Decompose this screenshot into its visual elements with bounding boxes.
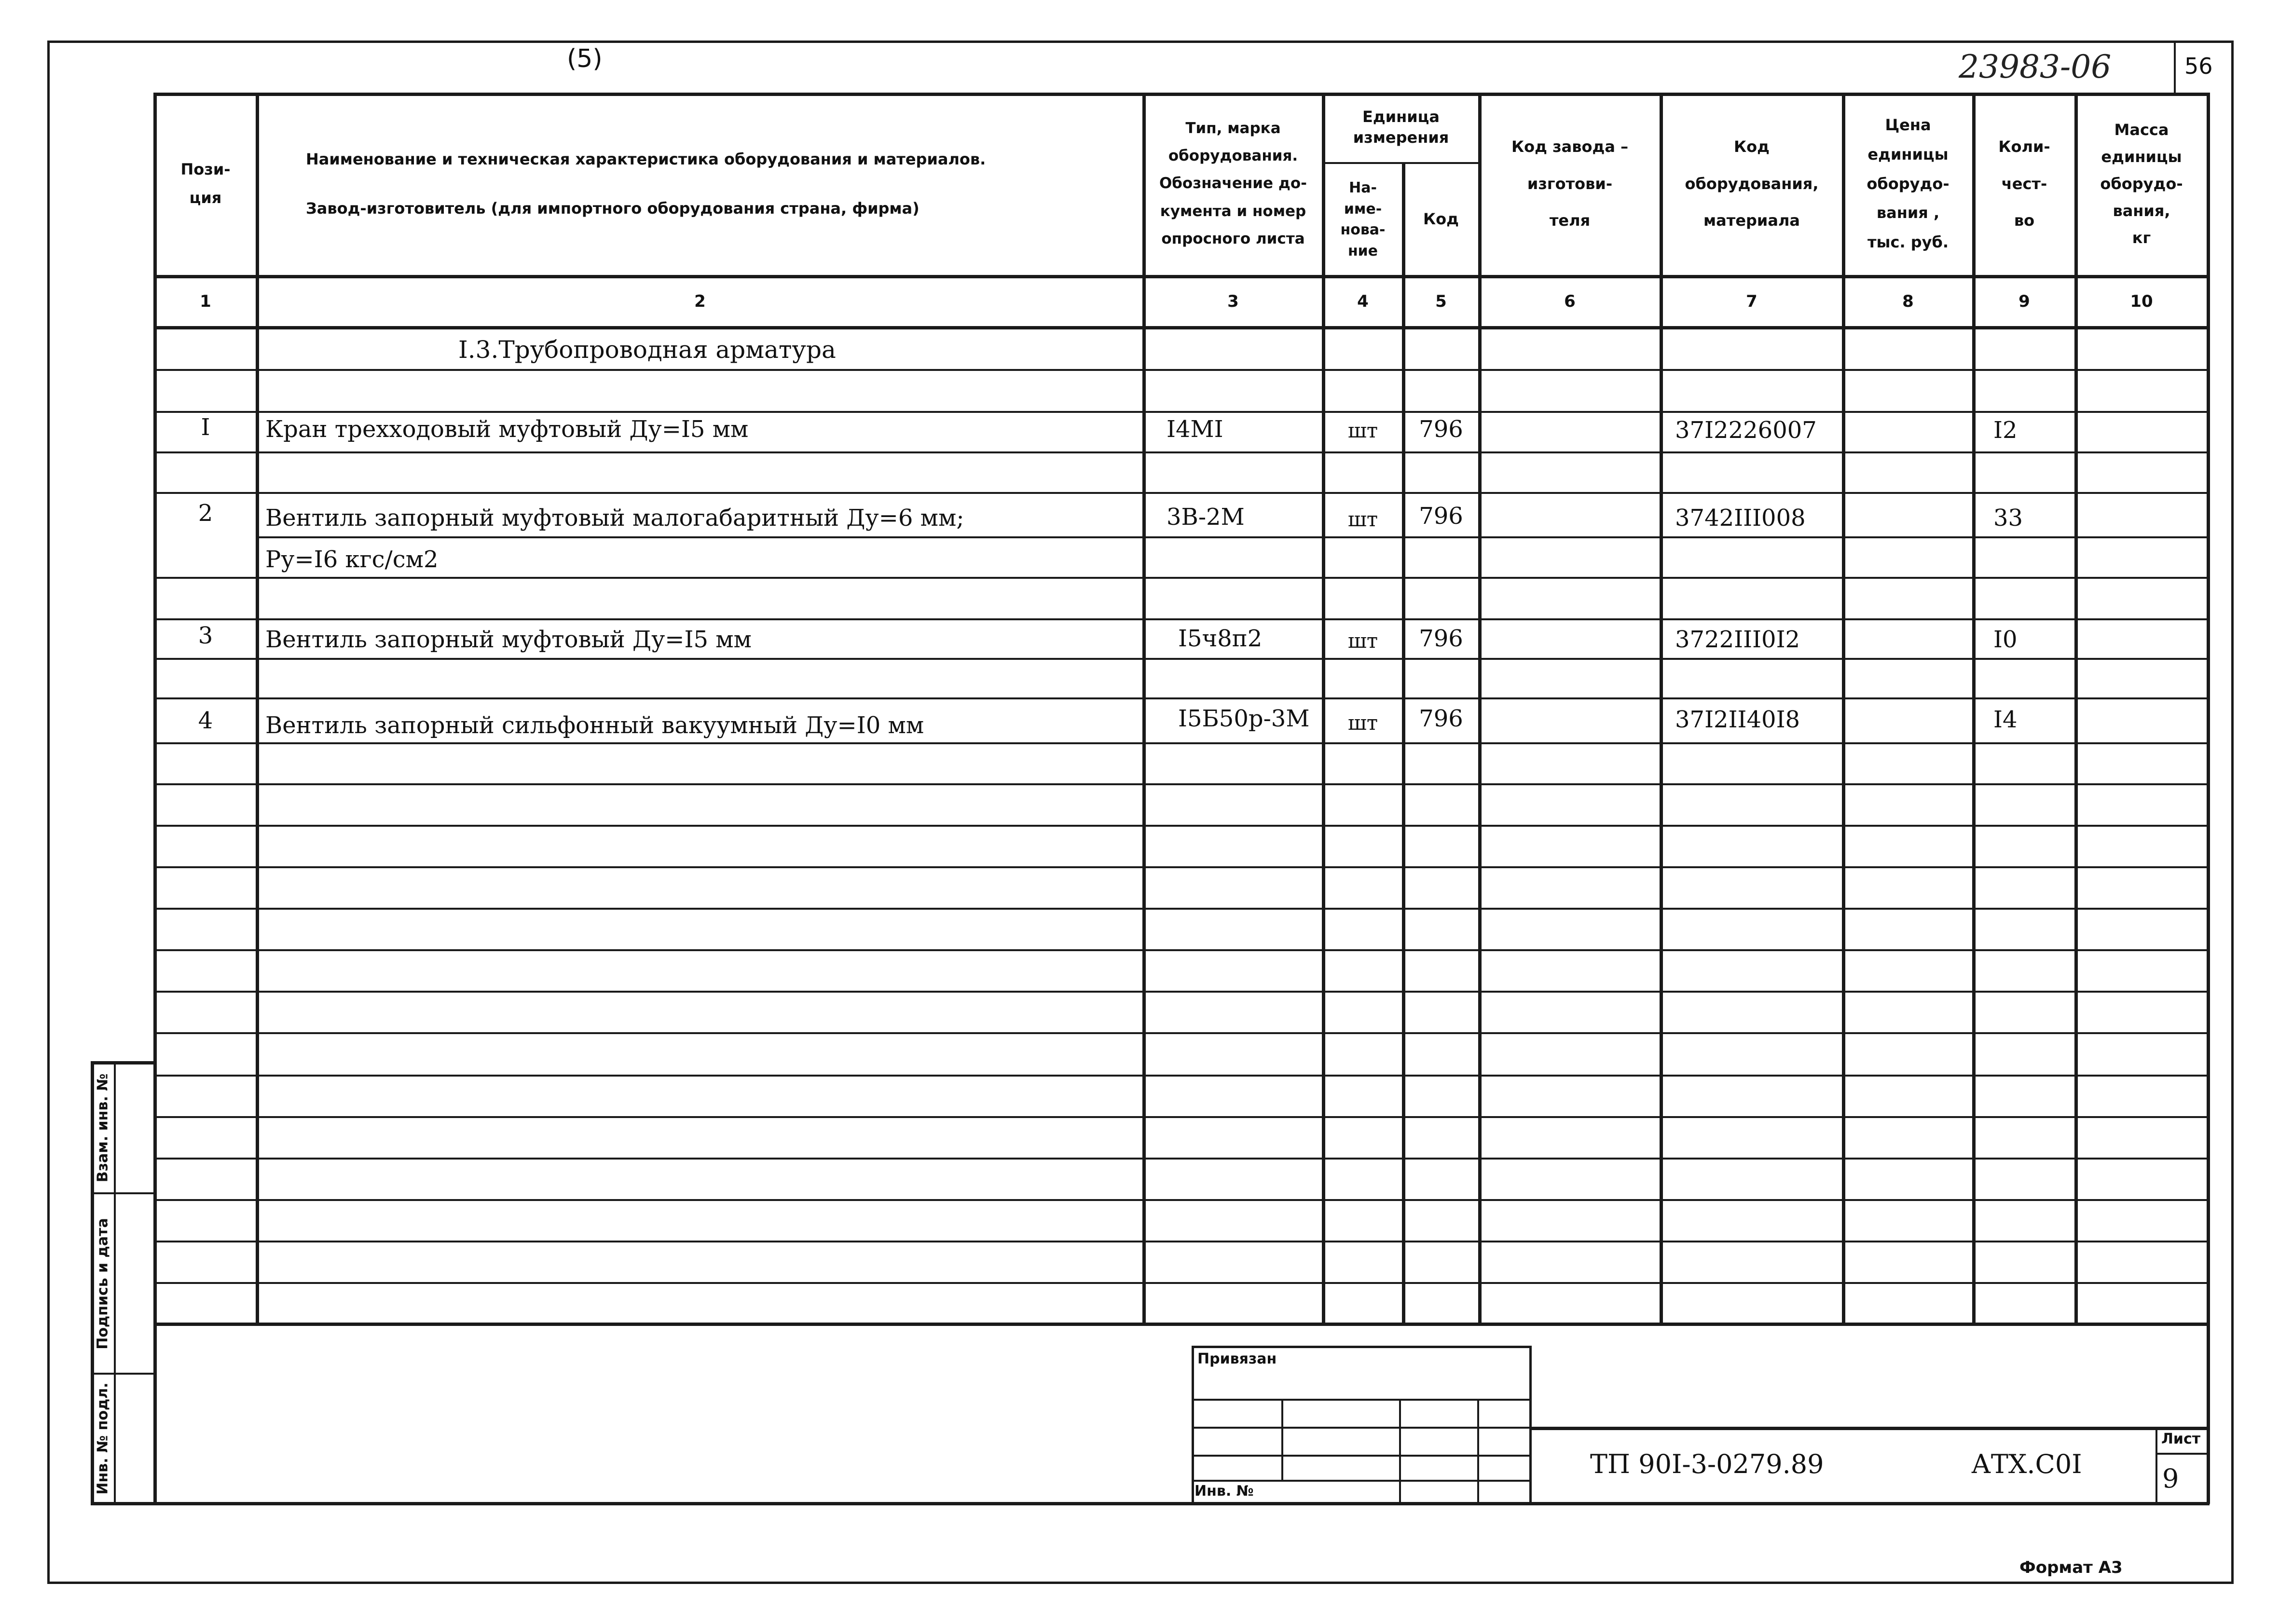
bound-grid-vline [1281, 1399, 1283, 1480]
row3-name: Вентиль запорный муфтовый Ду=I5 мм [265, 626, 752, 653]
colnum-8: 8 [1902, 292, 1914, 311]
sheet-number: 9 [2162, 1463, 2179, 1494]
row1-item-code: 37I2226007 [1675, 417, 1817, 444]
row-line [154, 783, 2210, 785]
bound-grid-vline [1477, 1399, 1479, 1504]
row-line [154, 908, 2210, 910]
header-position: Пози- ция [180, 160, 231, 207]
colnum-6: 6 [1564, 292, 1576, 311]
side-stamp-divider [114, 1061, 116, 1504]
row-line [154, 1282, 2210, 1284]
row2-unit: шт [1347, 507, 1378, 531]
row-line [154, 618, 2210, 620]
row3-item-code: 3722III0I2 [1675, 626, 1800, 653]
table-body-end-line [154, 1323, 2210, 1326]
row4-unit-code: 796 [1419, 705, 1463, 732]
header-name-line1: Наименование и техническая характеристика оборудования и материалов. [306, 150, 986, 168]
title-block-top [1532, 1427, 2210, 1430]
row1-name: Кран трехходовый муфтовый Ду=I5 мм [265, 416, 749, 443]
row-line [154, 1116, 2210, 1118]
sheet-index: (5) [567, 44, 603, 73]
row-line [154, 742, 2210, 744]
header-type: Тип, марка оборудования. Обозначение до- кумента и номер опросного листа [1159, 119, 1307, 248]
row-line [154, 697, 2210, 699]
row2-type: 3В-2М [1167, 504, 1245, 531]
row3-type: I5ч8п2 [1178, 625, 1263, 652]
bound-grid-line [1192, 1427, 1532, 1429]
row3-unit-code: 796 [1419, 625, 1463, 652]
row-line [154, 825, 2210, 827]
header-unit-code: Код [1423, 210, 1459, 229]
side-stamp-inv-orig: Инв. № подл. [94, 1382, 111, 1495]
row-line [154, 492, 2210, 494]
row1-unit-code: 796 [1419, 416, 1463, 443]
row2-name: Вентиль запорный муфтовый малогабаритный Ду=6 мм; [265, 505, 964, 532]
row-line [154, 949, 2210, 951]
row2-position: 2 [198, 500, 213, 527]
row1-unit: шт [1347, 419, 1378, 442]
row4-position: 4 [198, 707, 213, 734]
colnum-7: 7 [1746, 292, 1757, 311]
row2-qty: 33 [1993, 505, 2023, 532]
row-line [154, 1158, 2210, 1160]
row-line [154, 1241, 2210, 1242]
row2-unit-code: 796 [1419, 503, 1463, 530]
colnum-10: 10 [2130, 292, 2153, 311]
doc-code: АТХ.С0I [1971, 1449, 2082, 1479]
header-qty: Коли- чест- во [1998, 137, 2050, 230]
colnum-9: 9 [2018, 292, 2030, 311]
row1-type: I4МI [1167, 416, 1223, 443]
row-line [154, 451, 2210, 453]
row-line [154, 369, 2210, 371]
header-price: Цена единицы оборудо- вания , тыс. руб. [1867, 116, 1950, 252]
bound-grid-line [1192, 1399, 1532, 1401]
row-line [154, 991, 2210, 993]
header-mass: Масса единицы оборудо- вания, кг [2100, 121, 2183, 247]
side-stamp-sign-date: Подпись и дата [94, 1217, 111, 1350]
row4-item-code: 37I2II40I8 [1675, 706, 1800, 733]
row1-position: I [201, 414, 210, 441]
side-stamp-replace-inv: Взам. инв. № [94, 1073, 111, 1182]
row4-unit: шт [1347, 711, 1378, 735]
row4-type: I5Б50р-3М [1178, 705, 1310, 732]
sheet-box-left [2155, 1427, 2157, 1504]
table-bottom-border [91, 1502, 2210, 1505]
sheet-label: Лист [2161, 1431, 2201, 1447]
page-corner-number: 56 [2184, 53, 2213, 79]
row-line [154, 866, 2210, 868]
colnum-3: 3 [1227, 292, 1239, 311]
header-name [258, 93, 1191, 275]
format-label: Формат А3 [2019, 1558, 2123, 1577]
header-item-code: Код оборудования, материала [1685, 137, 1819, 230]
row-line [154, 1075, 2210, 1077]
row2-item-code: 3742III008 [1675, 505, 1806, 532]
row-line [154, 411, 2210, 413]
row3-qty: I0 [1993, 626, 2018, 653]
bound-grid-line [1192, 1455, 1532, 1457]
header-unit-group: Единица измерения [1353, 107, 1449, 147]
colnum-1: 1 [200, 292, 211, 311]
row3-unit: шт [1347, 629, 1378, 653]
row-line [256, 536, 2210, 538]
colnum-5: 5 [1435, 292, 1447, 311]
header-name-line2: Завод-изготовитель (для импортного оборудования страна, фирма) [306, 199, 920, 218]
row2-name-line2: Ру=I6 кгс/см2 [265, 546, 439, 573]
table-right-border [2207, 93, 2210, 1504]
row4-qty: I4 [1993, 706, 2018, 733]
row4-name: Вентиль запорный сильфонный вакуумный Ду=I0 мм [265, 712, 924, 739]
corner-divider [2174, 41, 2176, 95]
row-line [154, 1199, 2210, 1201]
colnum-bottom-line [154, 326, 2210, 329]
bound-grid-line [1192, 1480, 1532, 1482]
bound-label: Привязан [1197, 1351, 1277, 1367]
archive-number: 23983-06 [1959, 48, 2112, 85]
row3-position: 3 [198, 622, 213, 649]
row-line [154, 577, 2210, 579]
header-plant-code: Код завода – изготови- теля [1511, 137, 1629, 230]
sheet-box-divider [2155, 1453, 2210, 1455]
inv-label: Инв. № [1194, 1483, 1254, 1500]
colnum-2: 2 [694, 292, 706, 311]
row-line [154, 658, 2210, 660]
row1-qty: I2 [1993, 417, 2018, 444]
colnum-4: 4 [1357, 292, 1369, 311]
row-line [154, 1032, 2210, 1034]
doc-number: ТП 90I-3-0279.89 [1590, 1449, 1824, 1479]
bound-grid-vline [1399, 1399, 1401, 1504]
section-title: I.3.Трубопроводная арматура [458, 336, 836, 364]
header-unit-name: На- име- нова- ние [1340, 179, 1386, 259]
